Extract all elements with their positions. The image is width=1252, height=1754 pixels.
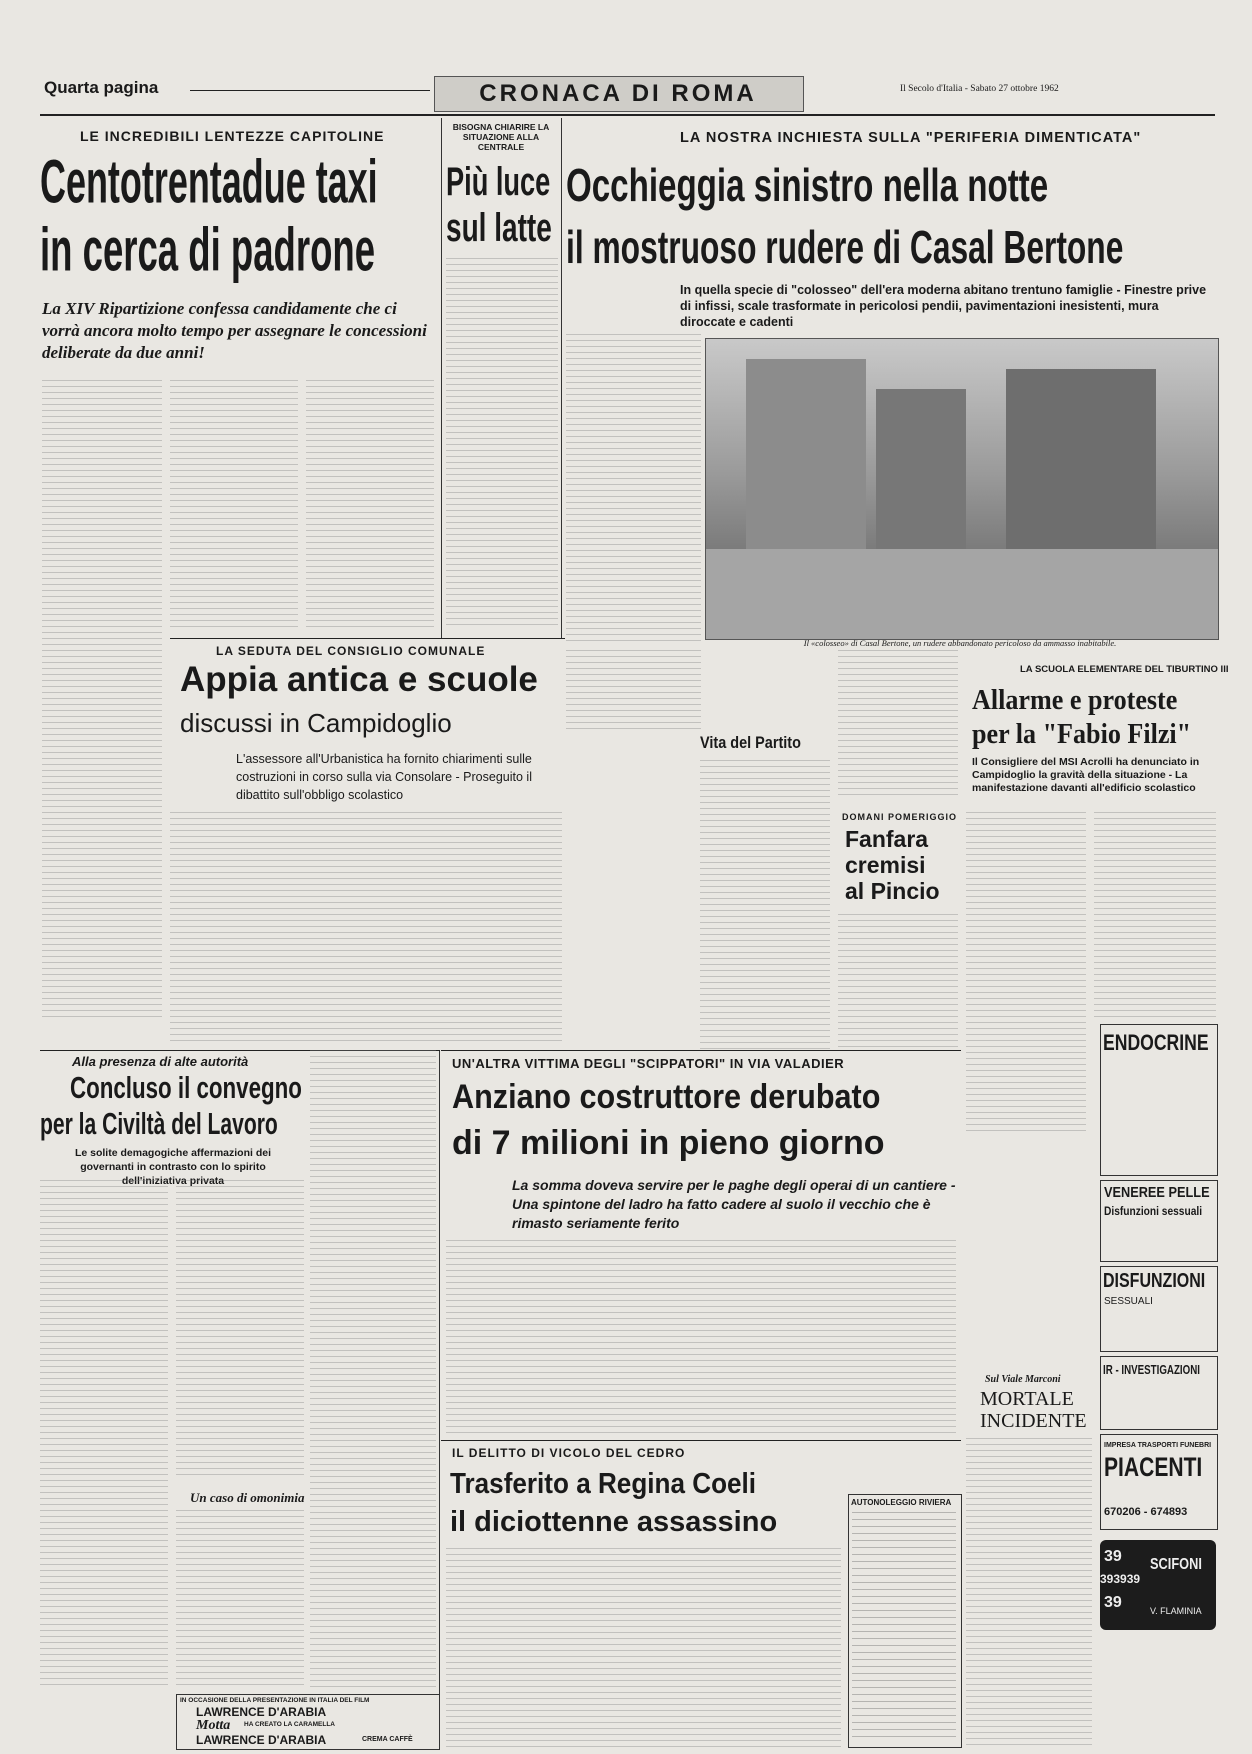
- convegno-kicker: Alla presenza di alte autorità: [72, 1054, 249, 1069]
- convegno-body-text: [40, 1180, 168, 1690]
- partito-body-text: [566, 650, 701, 730]
- mortale-body-text: [966, 1438, 1092, 1748]
- ad-scifoni-title: SCIFONI: [1150, 1556, 1202, 1573]
- convegno-headline-1: Concluso il convegno: [70, 1070, 302, 1105]
- latte-body-text: [446, 258, 558, 628]
- fanfara-headline-2: cremisi: [845, 852, 926, 878]
- latte-headline-1: Più luce: [446, 160, 551, 204]
- building-shape: [706, 549, 1218, 639]
- ad-scifoni-num-1: 39: [1104, 1548, 1122, 1565]
- taxi-body-text: [42, 380, 162, 1020]
- fanfara-headline-1: Fanfara: [845, 826, 929, 852]
- cedro-body-text: [446, 1548, 841, 1748]
- appia-rule: [170, 638, 565, 639]
- fabio-headline-2: per la "Fabio Filzi": [972, 718, 1192, 750]
- ad-disfunzioni-title: DISFUNZIONI: [1103, 1270, 1206, 1292]
- latte-kicker: BISOGNA CHIARIRE LA SITUAZIONE ALLA CENTRALE: [452, 122, 550, 152]
- convegno-deck: Le solite demagogiche affermazioni dei governanti in contrasto con lo spirito dell'iniziativa privata: [74, 1147, 272, 1187]
- ad-piacenti-top: IMPRESA TRASPORTI FUNEBRI: [1104, 1442, 1212, 1449]
- masthead-rule-left: [190, 90, 430, 91]
- mortale-kicker: Sul Viale Marconi: [985, 1374, 1061, 1385]
- latte-headline-2: sul latte: [446, 206, 552, 250]
- taxi-body-text: [306, 380, 434, 630]
- scippatori-headline-2: di 7 milioni in pieno giorno: [452, 1124, 885, 1162]
- fanfara-body-text: [838, 650, 958, 800]
- fabio-headline-1: Allarme e proteste: [972, 684, 1178, 716]
- page-label: Quarta pagina: [44, 78, 159, 97]
- fabio-body-text: [1094, 812, 1216, 1022]
- omonimia-headline: Un caso di omonimia: [190, 1490, 305, 1505]
- ad-riviera-price-list: [852, 1512, 956, 1738]
- scippatori-rule: [441, 1050, 961, 1051]
- taxi-headline-1: Centotrentadue taxi: [40, 147, 378, 217]
- ad-film-line: IN OCCASIONE DELLA PRESENTAZIONE IN ITALIA DEL FILM: [180, 1697, 370, 1704]
- fanfara-headline-3: al Pincio: [845, 878, 940, 904]
- section-title: CRONACA DI ROMA: [479, 80, 757, 107]
- convegno-body-text: [310, 1050, 436, 1690]
- ad-motta-tag: CREMA CAFFÈ: [362, 1736, 413, 1743]
- taxi-deck: La XIV Ripartizione confessa candidamente che ci vorrà ancora molto tempo per assegnare le concessioni deliberate da due anni!: [42, 299, 427, 363]
- omonimia-body-text: [176, 1510, 304, 1690]
- cedro-rule: [441, 1440, 961, 1441]
- building-shape: [876, 389, 966, 559]
- ad-motta-line: HA CREATO LA CARAMELLA: [244, 1721, 335, 1728]
- building-shape: [746, 359, 866, 559]
- appia-kicker: LA SEDUTA DEL CONSIGLIO COMUNALE: [216, 644, 486, 658]
- fanfara-kicker: DOMANI POMERIGGIO: [842, 812, 958, 822]
- taxi-body-text: [170, 380, 298, 630]
- casal-body-text: [566, 334, 701, 644]
- ad-scifoni-num-3: 39: [1104, 1594, 1122, 1611]
- ad-scifoni-sub: V. FLAMINIA: [1150, 1606, 1202, 1616]
- taxi-kicker: LE INCREDIBILI LENTEZZE CAPITOLINE: [80, 128, 385, 144]
- ad-piacenti-phone: 670206 - 674893: [1104, 1506, 1188, 1518]
- appia-deck: L'assessore all'Urbanistica ha fornito chiarimenti sulle costruzioni in corso sulla via Consolare - Proseguito il dibattito sull'obbligo scolastico: [236, 752, 532, 802]
- convegno-headline-2: per la Civiltà del Lavoro: [40, 1106, 278, 1141]
- ad-riviera-title: AUTONOLEGGIO RIVIERA: [851, 1498, 952, 1507]
- ad-endocrine-title: ENDOCRINE: [1103, 1030, 1209, 1055]
- scippatori-body-text: [446, 1240, 956, 1435]
- mortale-headline-1: MORTALE: [980, 1388, 1074, 1410]
- fabio-body-text: [966, 812, 1086, 1132]
- casal-headline-1: Occhieggia sinistro nella notte: [566, 159, 1049, 211]
- masthead-rule: [40, 114, 1215, 116]
- partito-headline: Vita del Partito: [700, 733, 801, 752]
- scippatori-deck: La somma doveva servire per le paghe degli operai di un cantiere - Una spintone del ladro ha fatto cadere al suolo il vecchio che è rimasto seriamente ferito: [512, 1177, 956, 1231]
- scippatori-kicker: UN'ALTRA VITTIMA DEGLI "SCIPPATORI" IN VIA VALADIER: [452, 1056, 845, 1071]
- ad-motta-brand: Motta: [196, 1718, 231, 1733]
- scippatori-headline-1: Anziano costruttore derubato: [452, 1078, 881, 1116]
- ad-veneree-sub: Disfunzioni sessuali: [1104, 1204, 1203, 1218]
- appia-headline-1: Appia antica e scuole: [180, 660, 538, 699]
- ad-veneree-title: VENEREE PELLE: [1104, 1184, 1210, 1201]
- cedro-kicker: IL DELITTO DI VICOLO DEL CEDRO: [452, 1446, 686, 1460]
- casal-deck: In quella specie di "colosseo" dell'era moderna abitano trentuno famiglie - Finestre prive di infissi, scale trasformate in pericolosi pendii, pavimentazioni inesistenti, mura diroccate e cadenti: [680, 283, 1207, 329]
- ad-piacenti-title: PIACENTI: [1104, 1452, 1203, 1482]
- ad-investigazioni-title: IR - INVESTIGAZIONI: [1103, 1362, 1200, 1377]
- ad-film-title: LAWRENCE D'ARABIA: [196, 1705, 327, 1719]
- casal-bertone-photo: [705, 338, 1219, 640]
- partito-body-text: [700, 760, 830, 1050]
- cedro-headline-1: Trasferito a Regina Coeli: [450, 1468, 757, 1500]
- fanfara-body-text: [838, 914, 958, 1050]
- column-rule: [561, 118, 562, 638]
- casal-photo-caption: Il «colosseo» di Casal Bertone, un rudere abbandonato pericoloso da ammasso inabitabile.: [803, 638, 1117, 648]
- column-rule: [441, 118, 442, 638]
- cedro-headline-2: il diciottenne assassino: [450, 1506, 778, 1538]
- casal-headline-2: il mostruoso rudere di Casal Bertone: [566, 221, 1124, 273]
- building-shape: [1006, 369, 1156, 559]
- dateline: Il Secolo d'Italia - Sabato 27 ottobre 1962: [900, 84, 1059, 94]
- fabio-kicker: LA SCUOLA ELEMENTARE DEL TIBURTINO III: [1020, 664, 1229, 675]
- ad-disfunzioni-sub: SESSUALI: [1104, 1296, 1153, 1307]
- fabio-deck: Il Consigliere del MSI Acrolli ha denunciato in Campidoglio la gravità della situazione - La manifestazione davanti all'edificio scolastico: [972, 756, 1200, 794]
- column-rule: [439, 1050, 440, 1750]
- taxi-headline-2: in cerca di padrone: [40, 215, 376, 285]
- ad-scifoni-num-2: 393939: [1100, 1572, 1141, 1586]
- ad-motta-product: LAWRENCE D'ARABIA: [196, 1733, 327, 1747]
- appia-headline-2: discussi in Campidoglio: [180, 708, 452, 738]
- convegno-body-text: [176, 1180, 304, 1480]
- mortale-headline-2: INCIDENTE: [980, 1410, 1087, 1432]
- casal-kicker: LA NOSTRA INCHIESTA SULLA "PERIFERIA DIMENTICATA": [680, 130, 1142, 146]
- appia-body-text: [170, 812, 562, 1042]
